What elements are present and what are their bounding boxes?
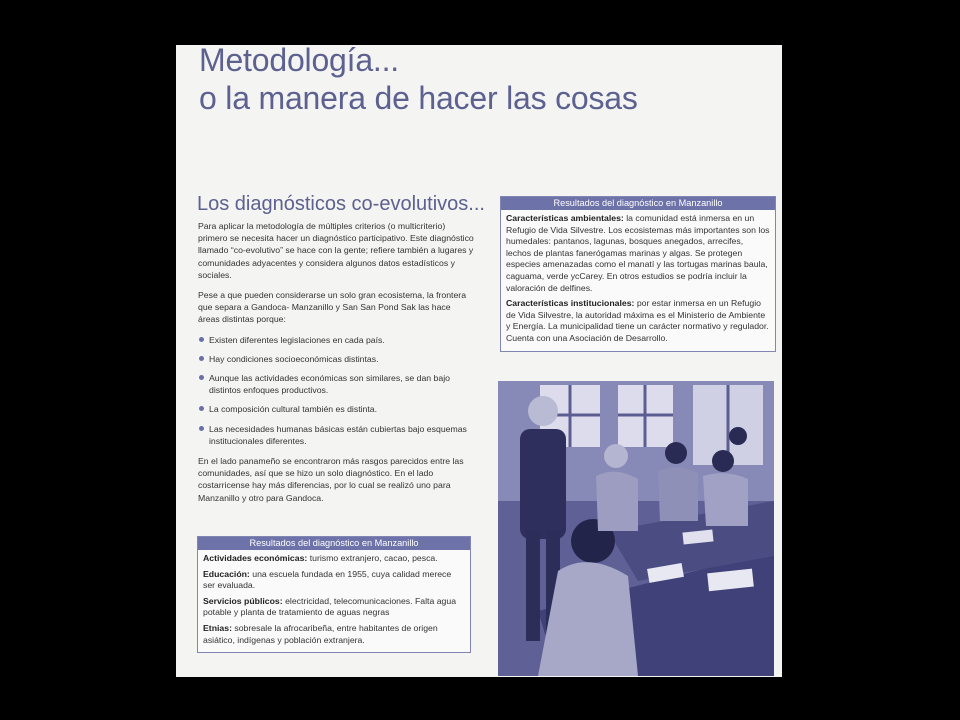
result-item xyxy=(506,213,770,294)
list-item: Hay condiciones socioeconómicas distintas. xyxy=(198,353,474,365)
result-text: sobresale la afrocaribeña, entre habitantes de origen asiático, indígenas y población extranjera. xyxy=(203,622,438,645)
result-label: Características ambientales: xyxy=(506,213,624,223)
left-column xyxy=(198,220,474,512)
workshop-photo-illustration xyxy=(498,381,774,676)
results-box-right xyxy=(500,196,776,352)
results-box-right-body xyxy=(501,210,775,351)
intro-paragraph: Para aplicar la metodología de múltiples criterios (o multicriterio) primero se necesita hacer un diagnóstico participativo. Este diagnóstico llamado “co-evolutivo” se hace con la gente; refiere también a lugares y comunidades adyacentes y considera algunos datos estadísticos y sociales. xyxy=(198,221,474,280)
results-box-left-header: Resultados del diagnóstico en Manzanillo xyxy=(198,537,470,550)
result-item xyxy=(203,596,465,619)
section-title: Los diagnósticos co-evolutivos... xyxy=(197,193,485,215)
result-text: la comunidad está inmersa en un Refugio de Vida Silvestre. Los ecosistemas más importantes son los humedales: pantanos, lagunas, bosques anegados, arrecifes, lechos de plantas fanerógamas marinas y algas. Se protegen especies amenazadas como el manatí y las tortugas marinas baula, caguama, verde ycCarey. En otros estudios se podría incluir la valoración de delfines. xyxy=(506,213,770,293)
differences-list xyxy=(198,334,474,447)
page-title-line-2: o la manera de hacer las cosas xyxy=(199,80,638,116)
result-text: una escuela fundada en 1955, cuya calidad merece ser evaluada. xyxy=(203,568,452,591)
result-item xyxy=(203,553,465,565)
result-label: Características institucionales: xyxy=(506,298,635,309)
workshop-photo xyxy=(498,381,774,676)
results-box-left-body xyxy=(198,550,470,652)
list-item: Existen diferentes legislaciones en cada país. xyxy=(198,334,474,346)
page-title xyxy=(199,45,638,117)
result-item xyxy=(506,298,770,344)
list-item: La composición cultural también es distinta. xyxy=(198,403,474,415)
list-item: Las necesidades humanas básicas están cubiertas bajo esquemas institucionales diferentes. xyxy=(198,423,474,447)
conclusion-paragraph: En el lado panameño se encontraron más rasgos parecidos entre las comunidades, así que se hizo un solo diagnóstico. En el lado costarricense hay más diferencias, por lo cual se realizó uno para Manzanillo y otro para Gandoca. xyxy=(198,456,464,503)
results-box-right-header: Resultados del diagnóstico en Manzanillo xyxy=(501,197,775,210)
page-title-line-1: Metodología... xyxy=(199,45,399,78)
result-item xyxy=(203,623,465,646)
result-label: Educación: xyxy=(203,568,250,579)
result-label: Actividades económicas: xyxy=(203,553,308,563)
result-text: electricidad, telecomunicaciones. Falta agua potable y planta de tratamiento de aguas negras xyxy=(203,595,457,618)
results-box-left xyxy=(197,536,471,653)
result-item xyxy=(203,569,465,592)
list-item: Aunque las actividades económicas son similares, se dan bajo distintos enfoques productivos. xyxy=(198,372,474,396)
result-label: Etnias: xyxy=(203,622,232,633)
result-label: Servicios públicos: xyxy=(203,595,283,606)
document-page xyxy=(176,45,782,677)
result-text: por estar inmersa en un Refugio de Vida Silvestre, la autoridad máxima es el Ministerio de Ambiente y Energía. La municipalidad tiene un carácter normativo y regulador. Cuenta con una Asociación de Desarrollo. xyxy=(506,298,769,343)
result-text: turismo extranjero, cacao, pesca. xyxy=(307,553,438,563)
frontier-paragraph: Pese a que pueden considerarse un solo gran ecosistema, la frontera que separa a Gandoca- Manzanillo y San San Pond Sak las hace áreas distintas porque: xyxy=(198,290,467,325)
